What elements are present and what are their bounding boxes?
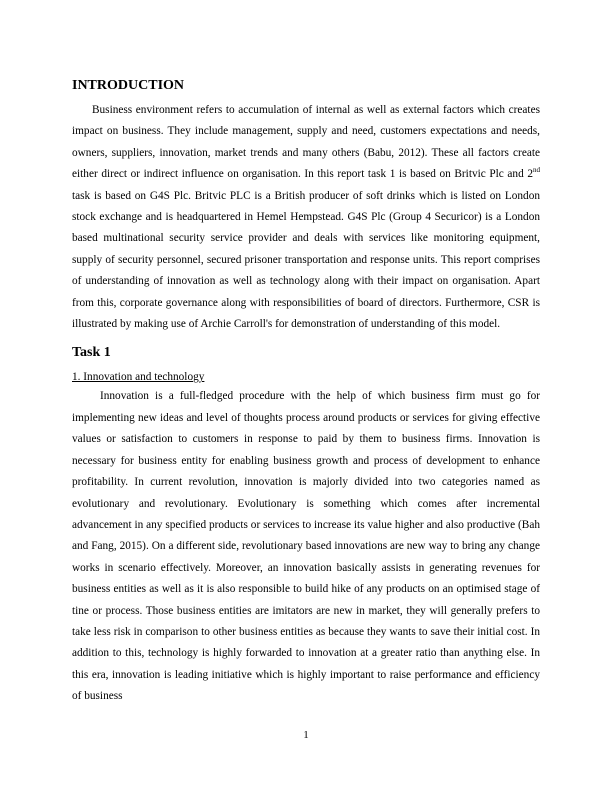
introduction-paragraph <box>72 100 540 335</box>
introduction-text-part1: Business environment refers to accumulation of internal as well as external factors which creates impact on business. They include management, supply and need, customers expectations and needs, owners, suppliers, innovation, market trends and many others (Babu, 2012). These all factors create either direct or indirect influence on organisation. In this report task 1 is based on Britvic Plc and 2 <box>72 104 540 181</box>
task-heading: Task 1 <box>72 345 111 361</box>
section-heading: 1. Innovation and technology <box>72 371 205 384</box>
page-number: 1 <box>303 729 309 741</box>
ordinal-superscript: nd <box>533 166 540 175</box>
introduction-text-part2: task is based on G4S Plc. Britvic PLC is a British producer of soft drinks which is listed on London stock exchange and is headquartered in Hemel Hempstead. G4S Plc (Group 4 Securicor) is a London based multinational security service provider and deals with services like monitoring equipment, supply of security personnel, secured prisoner transportation and response units. This report comprises of understanding of innovation as well as technology along with their impact on organisation. Apart from this, corporate governance along with responsibilities of board of directors. Furthermore, CSR is illustrated by making use of Archie Carroll's for demonstration of understanding of this model. <box>72 189 540 331</box>
page-content <box>72 76 540 708</box>
introduction-heading: INTRODUCTION <box>72 78 185 93</box>
innovation-paragraph: Innovation is a full-fledged procedure with the help of which business firm must go for implementing new ideas and level of thoughts process around products or services for giving effective values or satisfaction to customers in response to paid by them to business firms. Innovation is necessary for business entity for enabling business growth and process of development to enhance profitability. In current revolution, innovation is majorly divided into two categories named as evolutionary and revolutionary. Evolutionary is something which comes after incremental advancement in any specified products or services to increase its value higher and also productive (Bah and Fang, 2015). On a different side, revolutionary based innovations are new way to bring any change works in scenario effectively. Moreover, an innovation basically assists in generating revenues for business entities as well as it is also responsible to build hike of any products on an optimised stage of tine or process. Those business entities are imitators are new in market, they will generally prefers to take less risk in comparison to other business entities as because they wants to save their initial cost. In addition to this, technology is highly forwarded to innovation at a greater ratio than anything else. In this era, innovation is leading initiative which is highly important to raise performance and efficiency of business <box>72 390 540 703</box>
